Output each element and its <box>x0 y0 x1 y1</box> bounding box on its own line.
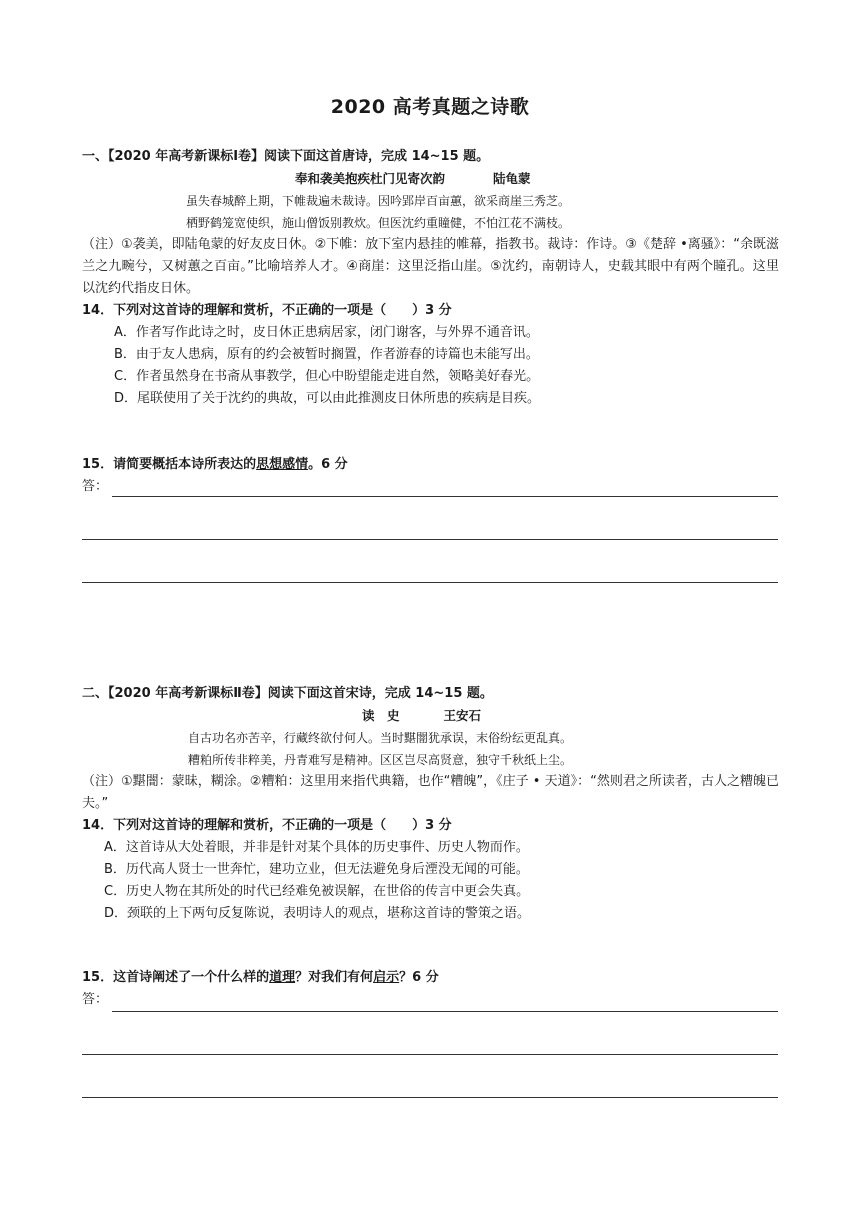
section-1-note: （注）①袭美，即陆龟蒙的好友皮日休。②下帷：放下室内悬挂的帷幕，指教书。裁诗：作诗。③《楚辞 •离骚》：“余既滋兰之九畹兮，又树蕙之百亩。”比喻培养人才。④商崖：这里泛指山崖。⑤沈约，南朝诗人，史载其眼中有两个瞳孔。这里以沈约代指皮日休。 <box>82 237 779 296</box>
q15-1-keyword: 思想感情 <box>256 457 309 472</box>
q15-1-pre: 15．请简要概括本诗所表达的 <box>82 457 257 472</box>
section-2-question-15 <box>82 967 779 1011</box>
poem-1-line-1: 虽失春城醉上期，下帷裁遍未裁诗。因吟郢岸百亩蕙，欲采商崖三秀芝。 <box>186 194 571 208</box>
q15-2-keyword-2: 启示 <box>373 970 400 985</box>
section-2-heading: 二、【2020 年高考新课标Ⅱ卷】阅读下面这首宋诗，完成 14~15 题。 <box>82 686 493 701</box>
section-1-option-a: A．作者写作此诗之时，皮日休正患病居家，闭门谢客，与外界不通音讯。 <box>114 325 539 340</box>
poem-1-title-row <box>82 168 779 190</box>
section-2-answer-line-3[interactable] <box>82 1097 778 1098</box>
section-2-option-b: B．历代高人贤士一世奔忙，建功立业，但无法避免身后湮没无闻的可能。 <box>104 862 529 877</box>
poem-2-line-1: 自古功名亦苦辛，行藏终欲付何人。当时黮闇犹承误，末俗纷纭更乱真。 <box>188 731 573 745</box>
section-1-answer-line-3[interactable] <box>82 582 778 583</box>
page-title: 2020 高考真题之诗歌 <box>330 96 530 118</box>
section-2-note: （注）①黮闇：蒙昧，糊涂。②糟粕：这里用来指代典籍，也作“糟魄”，《庄子 • 天道》：“然则君之所读者，古人之糟魄已夫。” <box>82 774 779 811</box>
section-2-question-14: 14．下列对这首诗的理解和赏析，不正确的一项是（ ）3 分 <box>82 818 452 833</box>
section-1-question-15 <box>82 454 779 498</box>
poem-1-title: 奉和袭美抱疾杜门见寄次韵 <box>295 171 446 186</box>
section-1-answer-label: 答： <box>82 479 109 494</box>
poem-2-title-row <box>82 705 779 727</box>
poem-2-line-2: 糟粕所传非粹美，丹青难写是精神。区区岂尽高贤意，独守千秋纸上尘。 <box>188 753 573 767</box>
poem-1-author: 陆龟蒙 <box>493 171 531 186</box>
section-2-answer-label: 答： <box>82 992 109 1007</box>
section-1-answer-line-2[interactable] <box>82 539 778 540</box>
section-2-option-c: C．历史人物在其所处的时代已经难免被误解，在世俗的传言中更会失真。 <box>104 884 530 899</box>
section-1-option-d: D．尾联使用了关于沈约的典故，可以由此推测皮日休所患的疾病是目疾。 <box>114 391 541 406</box>
section-2-option-d: D．颈联的上下两句反复陈说，表明诗人的观点，堪称这首诗的警策之语。 <box>104 906 531 921</box>
section-1-option-b: B．由于友人患病，原有的约会被暂时搁置，作者游春的诗篇也未能写出。 <box>114 347 539 362</box>
section-2-answer-line-2[interactable] <box>82 1054 778 1055</box>
section-1-answer-line-1[interactable] <box>112 496 778 497</box>
poem-2-title: 读 史 <box>362 708 400 723</box>
section-1-q15-text <box>82 454 779 476</box>
section-2-answer-line-1[interactable] <box>112 1011 778 1012</box>
q15-2-pre: 15．这首诗阐述了一个什么样的 <box>82 970 270 985</box>
q15-1-post: 。6 分 <box>308 457 348 472</box>
section-1-question-14: 14．下列对这首诗的理解和赏析，不正确的一项是（ ）3 分 <box>82 303 452 318</box>
q15-2-keyword-1: 道理 <box>269 970 296 985</box>
section-1 <box>82 146 779 410</box>
section-2-answer-row <box>82 989 779 1011</box>
section-2-option-a: A．这首诗从大处着眼，并非是针对某个具体的历史事件、历史人物而作。 <box>104 840 529 855</box>
section-2-q15-text <box>82 967 779 989</box>
q15-2-post: ？6 分 <box>399 970 439 985</box>
section-1-option-c: C．作者虽然身在书斋从事教学，但心中盼望能走进自然，领略美好春光。 <box>114 369 540 384</box>
section-1-heading: 一、【2020 年高考新课标Ⅰ卷】阅读下面这首唐诗，完成 14~15 题。 <box>82 149 490 164</box>
section-2 <box>82 683 779 925</box>
section-1-answer-row <box>82 476 779 498</box>
poem-1-line-2: 栖野鹤笼宽使织，施山僧饭别教炊。但医沈约重瞳健，不怕江花不满枝。 <box>186 216 571 230</box>
poem-2-author: 王安石 <box>443 708 482 723</box>
q15-2-mid: ？对我们有何 <box>295 970 374 985</box>
